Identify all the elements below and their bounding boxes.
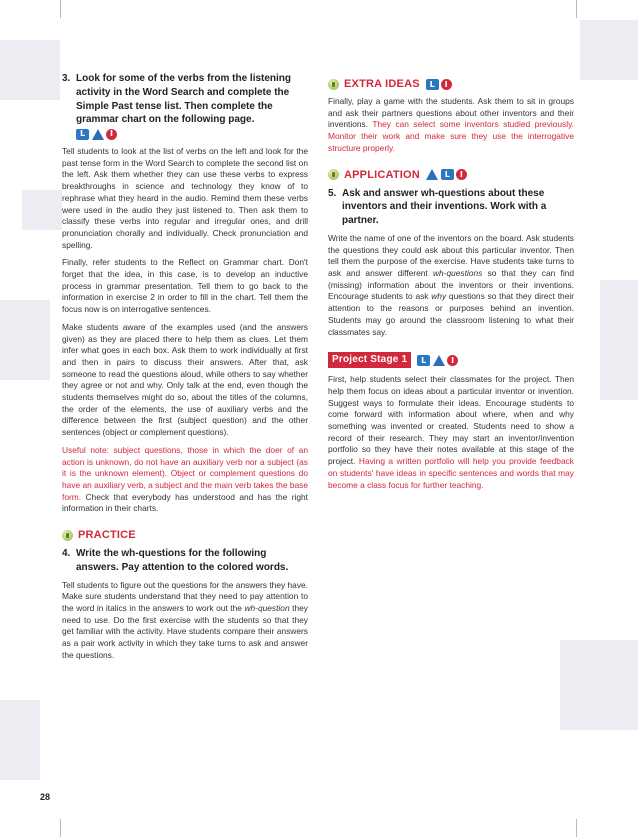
crop-mark bbox=[60, 0, 61, 18]
section-label: APPLICATION bbox=[344, 168, 420, 181]
text-run: they need to use. Do the first exercise with the students so that they get familiar with the activity. Have students compare their answers as a pair work activity in which they take turns to ask and answer the questions. bbox=[62, 603, 308, 660]
info-badge-icon: I bbox=[447, 355, 458, 366]
paragraph: Finally, refer students to the Reflect on Grammar chart. Don't forget that the idea, in this case, is to develop an inductive process in grammar presentation. Tell them to go back to the information in exercise 2 in order to fill in the chart. Tell them the focus now is on interrogative sentences. bbox=[62, 257, 308, 315]
info-badge-icon: I bbox=[441, 79, 452, 90]
text-run: Finally, play a game with the students. Ask them to sit in groups and ask their partners questions about other inventors and their inventions. bbox=[328, 96, 574, 130]
crop-mark bbox=[60, 819, 61, 837]
left-column bbox=[62, 72, 308, 668]
exercise-5-text: Ask and answer wh-questions about these inventors and their inventions. Work with a partner. bbox=[342, 187, 547, 227]
italic-term: wh-question bbox=[244, 603, 290, 614]
background-square bbox=[600, 280, 638, 400]
exercise-4-heading bbox=[62, 547, 308, 575]
useful-note: Useful note: subject questions, those in which the doer of an action is unknown, do not have an auxiliary verb nor a subject (as it is the unknown element). Object or complement questions do have an auxiliary verb, a subject and the main verb takes the base form. bbox=[62, 444, 308, 502]
application-heading bbox=[328, 169, 574, 181]
background-square bbox=[0, 40, 60, 100]
project-stage-label: Project Stage 1 bbox=[328, 352, 411, 368]
text-run: questions so that they direct their attention to the reasons or purposes behind an invention. Students may go around the classroom listening to what their classmates say. bbox=[328, 291, 575, 337]
skill-badges bbox=[426, 169, 467, 180]
triangle-badge-icon bbox=[91, 129, 104, 140]
section-label: PRACTICE bbox=[78, 529, 136, 542]
background-square bbox=[0, 700, 40, 780]
highlighted-text: They can select some inventors studied previously. Monitor their work and make sure they use the interrogative structure properly. bbox=[328, 119, 575, 153]
bulb-icon bbox=[328, 169, 339, 180]
background-square bbox=[22, 190, 62, 230]
right-column bbox=[328, 72, 574, 497]
italic-term: why bbox=[431, 291, 447, 302]
exercise-5-heading bbox=[328, 187, 574, 228]
paragraph bbox=[62, 445, 308, 515]
exercise-3-heading bbox=[62, 72, 308, 141]
listening-badge-icon: L bbox=[426, 79, 439, 90]
text-run: so that they can find (missing) information about the inventors or their inventions. Encourage students to ask bbox=[328, 268, 574, 302]
text-run: Tell students to figure out the questions for the answers they have. Make sure students understand that they need to pay attention to the word in italics in the answers to work out the bbox=[62, 579, 308, 614]
exercise-number: 5. bbox=[328, 187, 337, 199]
triangle-badge-icon bbox=[426, 169, 439, 180]
skill-badges bbox=[417, 355, 458, 366]
listening-badge-icon: L bbox=[417, 355, 430, 366]
background-square bbox=[560, 640, 638, 730]
info-badge-icon: I bbox=[456, 169, 467, 180]
bulb-icon bbox=[328, 79, 339, 90]
note-tail: Check that everybody has understood and has the right information in their charts. bbox=[62, 491, 308, 514]
exercise-number: 4. bbox=[62, 548, 71, 560]
exercise-3-text: Look for some of the verbs from the listening activity in the Word Search and complete the Simple Past tense list. Then complete the grammar chart on the following page. bbox=[76, 73, 292, 126]
page-number: 28 bbox=[40, 792, 51, 802]
extra-ideas-heading bbox=[328, 78, 574, 90]
listening-badge-icon: L bbox=[76, 129, 89, 140]
crop-mark bbox=[576, 0, 577, 18]
paragraph bbox=[62, 580, 308, 662]
italic-term: wh-questions bbox=[432, 268, 483, 279]
background-square bbox=[0, 300, 50, 380]
paragraph bbox=[328, 96, 574, 155]
skill-badges bbox=[426, 79, 452, 90]
paragraph bbox=[328, 374, 574, 491]
info-badge-icon: I bbox=[106, 129, 117, 140]
text-run: First, help students select their classmates for the project. Then help them focus on ideas about a particular inventor or invention. Suggest ways to formulate their ideas. Encourage students to come forward with information about where, when and why something was invented or created. Students need to show a record of their research. They may start an inventor/invention portfolio so they have their notes available at this stage of the project. bbox=[328, 374, 574, 467]
crop-mark bbox=[576, 819, 577, 837]
highlighted-text: Having a written portfolio will help you provide feedback on students' have ideas in specific sentences and words that may become a class focus for further teaching. bbox=[328, 456, 574, 490]
paragraph: Make students aware of the examples used (and the answers given) as they are placed there to help them as clues. Let them infer what goes in each box. Ask them to work individually at first and then in pairs to discuss their answers. After that, ask someone to read the questions aloud, while others to say whether they agree or not and why. Only talk at the end, even though the students themselves might do so, about the titles of the columns, the order of the elements, the use of auxiliary verbs and the difference between the first (subject question) and the other sentences (object or complement questions). bbox=[62, 321, 308, 438]
section-label: EXTRA IDEAS bbox=[344, 78, 420, 90]
paragraph bbox=[328, 233, 574, 338]
triangle-badge-icon bbox=[432, 355, 445, 366]
project-stage-heading bbox=[328, 352, 574, 368]
bulb-icon bbox=[62, 530, 73, 541]
paragraph: Tell students to look at the list of verbs on the left and look for the past tense form in the Word Search to complete the second list on the left. Ask them whether they can use these verbs to express breakthroughs in science and technology they know of to rephrase what they heard in the audio. Remind them these verbs were used in the audio they just listened to. Then ask them to classify these verbs into regular and irregular ones, and drill pronunciation chorally and individually. Check pronunciation and spelling. bbox=[62, 145, 308, 250]
listening-badge-icon: L bbox=[441, 169, 454, 180]
exercise-number: 3. bbox=[62, 73, 71, 84]
practice-section-heading bbox=[62, 529, 308, 541]
background-square bbox=[580, 20, 638, 80]
exercise-4-text: Write the wh-questions for the following answers. Pay attention to the colored words. bbox=[76, 548, 289, 573]
skill-badges bbox=[76, 129, 117, 140]
text-run: Write the name of one of the inventors on the board. Ask students the questions they could ask about this particular inventor. Then tell them the purpose of the exercise. Have students take turns to ask and answer different bbox=[328, 232, 574, 279]
